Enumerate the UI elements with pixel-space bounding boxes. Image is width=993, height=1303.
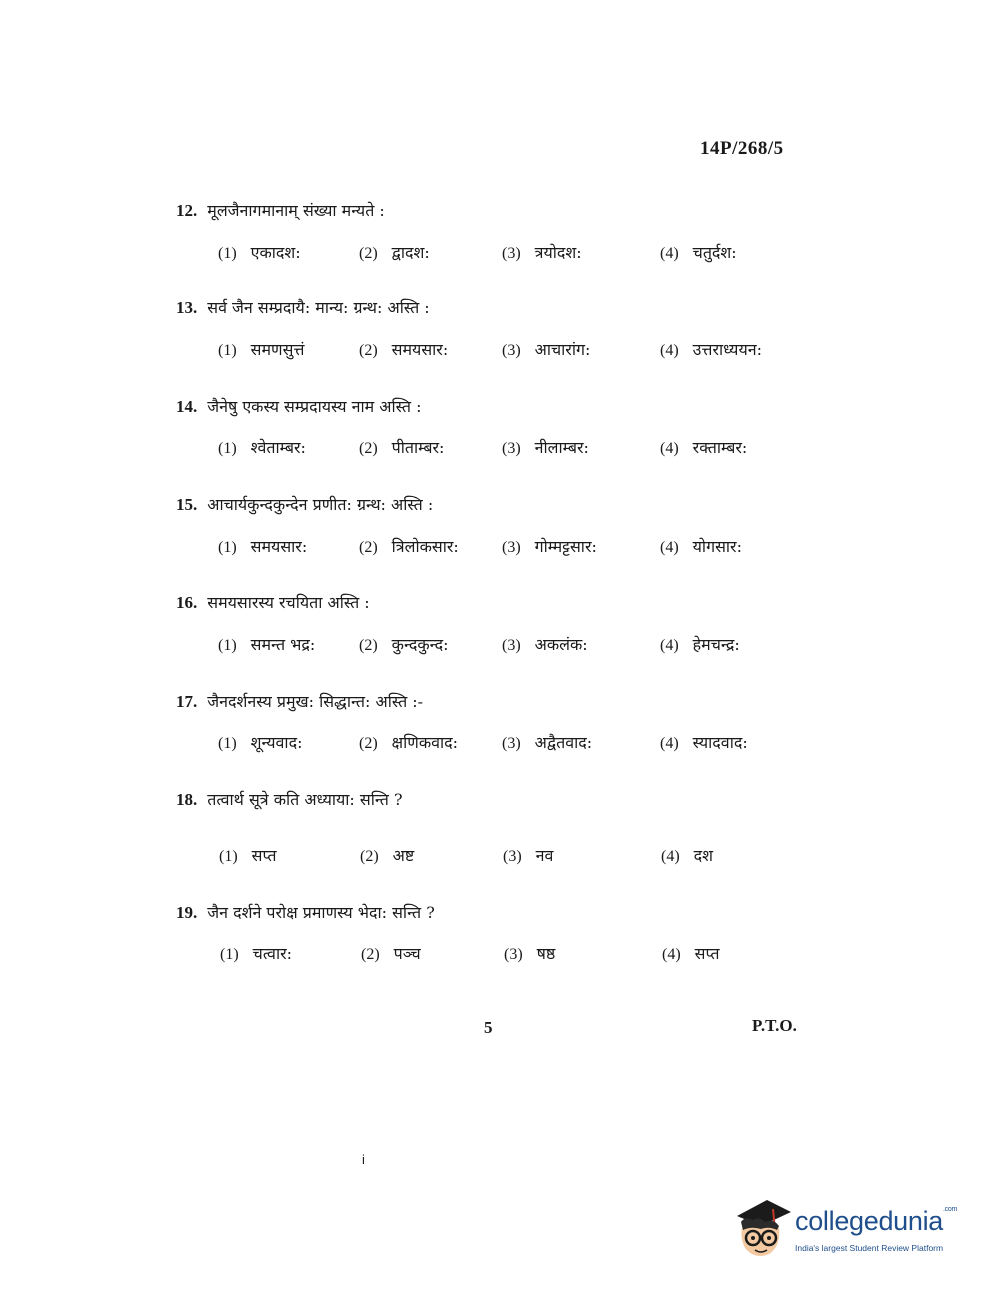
- option-number: (4): [661, 848, 680, 865]
- option-number: (4): [660, 637, 679, 654]
- option-text: रक्ताम्बर:: [692, 438, 748, 457]
- question-number: 12.: [176, 201, 198, 220]
- option-text: एकादश:: [250, 243, 301, 262]
- option-number: (2): [361, 946, 380, 963]
- option-text: चत्वार:: [252, 944, 293, 963]
- option-text: गोम्मट्टसार:: [534, 537, 597, 556]
- option-text: पीताम्बर:: [391, 438, 445, 457]
- option-text: समणसुत्तं: [250, 340, 305, 359]
- option-text: अकलंक:: [534, 635, 588, 654]
- option-number: (4): [660, 245, 679, 262]
- option-number: (1): [218, 342, 237, 359]
- option-text: कुन्दकुन्द:: [391, 635, 449, 654]
- question-number: 16.: [176, 593, 198, 612]
- option-number: (2): [359, 637, 378, 654]
- question-number: 17.: [176, 692, 198, 711]
- question-text: सर्व जैन सम्प्रदायै: मान्य: ग्रन्थ: अस्ति :: [207, 298, 430, 317]
- option-text: सप्त: [694, 944, 720, 963]
- option-number: (1): [218, 245, 237, 262]
- brand-name: [795, 1206, 957, 1237]
- question-number: 18.: [176, 790, 198, 809]
- option-text: शून्यवाद:: [250, 733, 303, 752]
- option-number: (3): [502, 245, 521, 262]
- option-text: आचारांग:: [534, 340, 591, 359]
- option-number: (2): [359, 735, 378, 752]
- question-number: 13.: [176, 298, 198, 317]
- option-number: (4): [660, 539, 679, 556]
- question-number: 14.: [176, 397, 198, 416]
- option-number: (3): [503, 848, 522, 865]
- question-text: मूलजैनागमानाम् संख्या मन्यते :: [207, 201, 385, 220]
- option-number: (1): [218, 735, 237, 752]
- option-number: (2): [359, 342, 378, 359]
- paper-code: 14P/268/5: [700, 138, 784, 159]
- page-number: 5: [484, 1018, 493, 1037]
- option-number: (3): [502, 735, 521, 752]
- option-text: द्वादश:: [391, 243, 430, 262]
- option-text: समयसार:: [391, 340, 449, 359]
- option-text: अद्वैतवाद:: [534, 733, 593, 752]
- option-text: सप्त: [251, 846, 277, 865]
- question-text: तत्वार्थ सूत्रे कति अध्याया: सन्ति ?: [207, 790, 403, 809]
- option-number: (1): [218, 539, 237, 556]
- option-number: (3): [502, 637, 521, 654]
- option-text: योगसार:: [692, 537, 742, 556]
- brand-suffix: .com: [943, 1206, 958, 1213]
- stray-mark: i: [362, 1152, 365, 1167]
- option-text: चतुर्दश:: [692, 243, 737, 262]
- graduate-mascot-icon: [733, 1196, 793, 1268]
- question-text: जैनेषु एकस्य सम्प्रदायस्य नाम अस्ति :: [207, 397, 422, 416]
- option-text: क्षणिकवाद:: [391, 733, 459, 752]
- option-number: (2): [359, 245, 378, 262]
- question-text: समयसारस्य रचयिता अस्ति :: [207, 593, 370, 612]
- option-text: हेमचन्द्र:: [692, 635, 740, 654]
- collegedunia-logo: [733, 1196, 963, 1268]
- option-number: (2): [359, 539, 378, 556]
- brand-tagline: India's largest Student Review Platform: [795, 1243, 944, 1253]
- question-number: 19.: [176, 903, 198, 922]
- option-text: त्रिलोकसार:: [391, 537, 459, 556]
- option-number: (1): [219, 848, 238, 865]
- brand-text: collegedunia: [795, 1206, 944, 1236]
- option-number: (3): [502, 539, 521, 556]
- option-number: (1): [220, 946, 239, 963]
- option-text: नव: [535, 846, 554, 865]
- pto-label: P.T.O.: [752, 1016, 797, 1035]
- option-number: (3): [504, 946, 523, 963]
- option-text: दश: [693, 846, 714, 865]
- option-number: (2): [359, 440, 378, 457]
- option-number: (1): [218, 440, 237, 457]
- option-number: (4): [662, 946, 681, 963]
- option-text: पञ्च: [393, 944, 421, 963]
- option-text: नीलाम्बर:: [534, 438, 589, 457]
- option-text: श्वेताम्बर:: [250, 438, 306, 457]
- option-number: (4): [660, 342, 679, 359]
- option-text: अष्ट: [392, 846, 415, 865]
- option-number: (3): [502, 342, 521, 359]
- option-text: समयसार:: [250, 537, 308, 556]
- question-text: जैन दर्शने परोक्ष प्रमाणस्य भेदा: सन्ति ?: [207, 903, 435, 922]
- option-text: उत्तराध्ययन:: [692, 340, 763, 359]
- option-number: (4): [660, 735, 679, 752]
- option-text: त्रयोदश:: [534, 243, 582, 262]
- question-text: जैनदर्शनस्य प्रमुख: सिद्धान्त: अस्ति :-: [207, 692, 424, 711]
- option-number: (4): [660, 440, 679, 457]
- option-text: षष्ठ: [536, 944, 556, 963]
- option-number: (1): [218, 637, 237, 654]
- question-number: 15.: [176, 495, 198, 514]
- option-text: स्यादवाद:: [692, 733, 748, 752]
- option-text: समन्त भद्र:: [250, 635, 316, 654]
- option-number: (3): [502, 440, 521, 457]
- question-text: आचार्यकुन्दकुन्देन प्रणीत: ग्रन्थ: अस्ति :: [207, 495, 434, 514]
- option-number: (2): [360, 848, 379, 865]
